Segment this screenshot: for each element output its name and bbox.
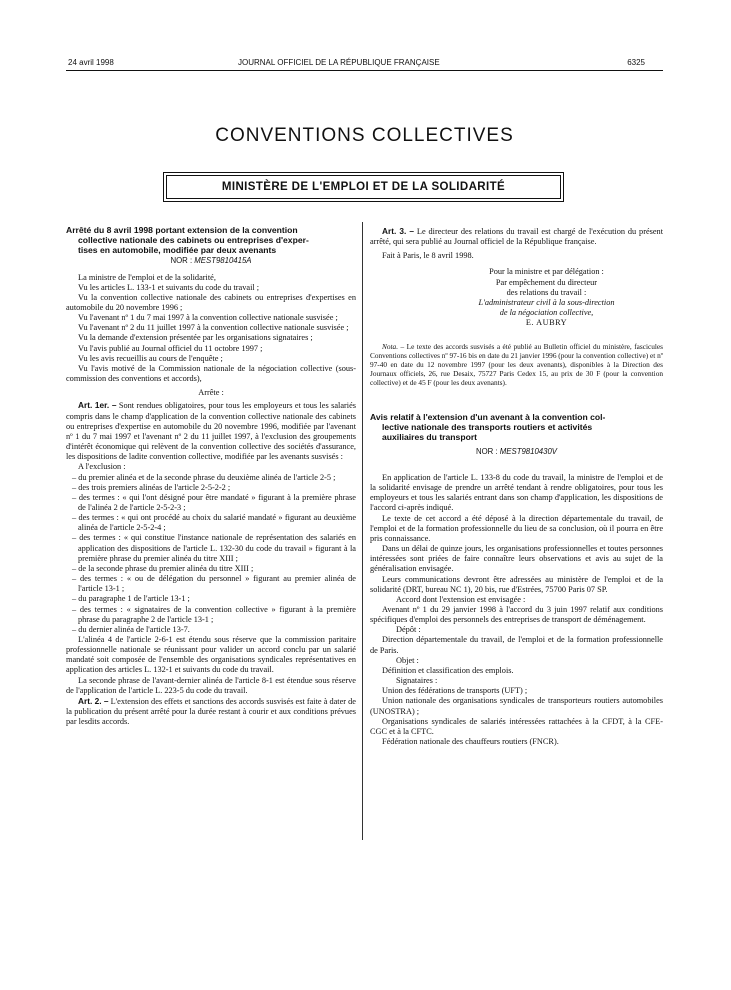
depot-label: Dépôt :: [396, 625, 421, 635]
visa-item: Vu la demande d'extension présentée par les organisations signataires ;: [78, 333, 313, 343]
column-divider: [362, 222, 363, 840]
header-rule: [66, 70, 663, 71]
objet-label: Objet :: [396, 655, 419, 665]
exclusion-item: – des termes : « qui ont procédé au choix du salarié mandaté » figurant au deuxième alinéa de l'article 2-5-2-4 ;: [72, 513, 356, 533]
avis-paragraph: Dans un délai de quinze jours, les organisations professionnelles et toutes personnes intéressées sont priées de faire connaître leurs observations et avis au sujet de la généralisation envisagée.: [370, 544, 663, 574]
visa-item: Vu l'avis publié au Journal officiel du 11 octobre 1997 ;: [78, 343, 263, 353]
nota-text: Le texte des accords susvisés a été publié au Bulletin officiel du ministère, fascicules Conventions collectives nº 97-16 bis en date du 21 janvier 1996 (pour la convention collective) et nº 97-40 en date du 12 novembre 1997 (pour les deux avenants), disponibles à la Direction des Journaux officiels, 26, rue Desaix, 75727 Paris Cedex 15, au prix de 30 F (pour la convention collective) et de 45 F (pour les deux avenants).: [370, 342, 663, 388]
exclusion-item: – du premier alinéa et de la seconde phrase du deuxième alinéa de l'article 2-5 ;: [72, 472, 336, 482]
exclusion-item: – des trois premiers alinéas de l'article 2-5-2-2 ;: [72, 482, 231, 492]
reserve-paragraph: L'alinéa 4 de l'article 2-6-1 est étendu sous réserve que la commission paritaire professionnelle nationale se réunissant pour valider un accord conclu par un salarié mandaté soit composée de l'ensemble des organisations syndicales représentatives en application des articles L. 132-1 et suivants du code du travail.: [66, 635, 356, 675]
exclusion-item: – des termes : « ou de délégation du personnel » figurant au premier alinéa de l'article 13-1 ;: [72, 574, 356, 594]
objet-text: Définition et classification des emplois.: [382, 665, 514, 675]
avis-paragraph: En application de l'article L. 133-8 du code du travail, la ministre de l'emploi et de la solidarité envisage de prendre un arrêté tendant à rendre obligatoires, pour tous les employeurs et tous les salariés entrant dans son champ d'application, les dispositions de l'accord ci-après indiqué.: [370, 472, 663, 513]
nor-label: NOR :: [475, 446, 500, 456]
reserve-paragraph: La seconde phrase de l'avant-dernier alinéa de l'article 8-1 est étendue sous réserve de l'application de l'article L. 223-5 du code du travail.: [66, 675, 356, 695]
fait-a-paris: Fait à Paris, le 8 avril 1998.: [382, 251, 474, 261]
article-2-text: L'extension des effets et sanctions des accords susvisés est faite à dater de la publication du présent arrêté pour la durée restant à courir et aux conditions prévues par lesdits accords.: [66, 696, 356, 727]
left-column: [66, 226, 356, 727]
article-2: [66, 696, 356, 727]
avis-title-line: lective nationale des transports routiers et activités: [382, 422, 593, 433]
exclusion-item: – de la seconde phrase du premier alinéa du titre XIII ;: [72, 563, 254, 573]
header-page-number: 6325: [627, 58, 645, 67]
nor-label: NOR :: [170, 256, 195, 266]
avis-nor: [370, 447, 663, 457]
arrete-title-line: tises en automobile, modifiée par deux avenants: [78, 244, 277, 255]
signature-line: Pour la ministre et par délégation :: [489, 267, 604, 277]
nota-label: Nota. –: [382, 342, 405, 352]
accord-text: Avenant nº 1 du 29 janvier 1998 à l'accord du 3 juin 1997 relatif aux conditions spécifiques d'emploi des personnels des entreprises de transport de déménagement.: [370, 604, 663, 625]
signature-block: [370, 267, 663, 328]
article-3: [370, 226, 663, 247]
visa-item: Vu la convention collective nationale des cabinets ou entreprises d'expertises en automobile du 20 novembre 1996 ;: [66, 292, 356, 313]
signature-line: des relations du travail :: [506, 287, 587, 297]
exclusion-item: – du paragraphe 1 de l'article 13-1 ;: [72, 594, 190, 604]
avis-paragraph: Leurs communications devront être adressées au ministère de l'emploi et de la solidarité (DRT, bureau NC 1), 20 bis, rue d'Estrées, 75700 Paris 07 SP.: [370, 574, 663, 594]
avis-paragraph: Le texte de cet accord a été déposé à la direction départementale du travail, de l'emploi et de la formation professionnelle du lieu de sa conclusion, où il pourra en être pris connaissance.: [370, 513, 663, 543]
article-1: [66, 400, 356, 462]
arrete-title: [66, 226, 356, 255]
signataire-item: Union nationale des organisations syndicales de transporteurs routiers automobiles (UNOSTRA) ;: [370, 696, 663, 716]
ministry-box: [163, 172, 564, 202]
header-date: 24 avril 1998: [68, 58, 114, 67]
arrete-word: Arrête :: [198, 388, 224, 398]
exclusion-item: – des termes : « signataires de la convention collective » figurant à la première phrase du paragraphe 2 de l'article 13-1 ;: [72, 604, 356, 624]
signature-line: L'administrateur civil à la sous-direction: [478, 297, 615, 307]
intro-text: La ministre de l'emploi et de la solidarité,: [78, 272, 216, 282]
visa-item: Vu l'avenant nº 1 du 7 mai 1997 à la convention collective nationale susvisée ;: [78, 313, 338, 323]
visa-item: Vu les avis recueillis au cours de l'enquête ;: [78, 353, 223, 363]
arrete-title-line: collective nationale des cabinets ou entreprises d'exper-: [78, 234, 309, 245]
signature-line: Par empêchement du directeur: [495, 277, 598, 287]
article-1-label: Art. 1er. –: [78, 400, 117, 411]
visa-item: Vu l'avenant nº 2 du 11 juillet 1997 à la convention collective nationale susvisée ;: [78, 323, 349, 333]
signataire-item: Union des fédérations de transports (UFT) ;: [382, 686, 528, 696]
arrete-nor: [66, 256, 356, 266]
header-journal-title: JOURNAL OFFICIEL DE LA RÉPUBLIQUE FRANÇAISE: [238, 58, 440, 67]
article-1-text: Sont rendues obligatoires, pour tous les employeurs et tous les salariés compris dans le champ d'application de la convention collective nationale des cabinets ou entreprises d'expertise en automobile du 20 novembre 1996, modifiée par l'avenant nº 1 du 7 mai 1997 et l'avenant nº 2 du 11 juillet 1997, à l'exclusion des groupements d'intérêt économique qui relèvent de la convention collective des sociétés d'assurance, les dispositions de ladite convention collective, modifiée par les avenants susvisés :: [66, 401, 356, 462]
visa-item: Vu les articles L. 133-1 et suivants du code du travail ;: [78, 282, 260, 292]
signataire-item: Organisations syndicales de salariés intéressées rattachées à la CFDT, à la CFE-CGC et à la CFTC.: [370, 716, 663, 736]
visa-item: Vu l'avis motivé de la Commission nationale de la négociation collective (sous-commission des conventions et accords),: [66, 363, 356, 384]
avis-title-line: auxiliaires du transport: [382, 432, 478, 442]
nor-code: MEST9810430V: [499, 446, 558, 456]
exclusion-item: – du dernier alinéa de l'article 13-7.: [72, 624, 190, 634]
signataires-label: Signataires :: [396, 676, 438, 686]
ministry-name: MINISTÈRE DE L'EMPLOI ET DE LA SOLIDARITÉ: [166, 175, 561, 199]
article-2-label: Art. 2. –: [78, 695, 109, 706]
article-3-label: Art. 3. –: [382, 226, 415, 236]
nor-code: MEST9810415A: [194, 256, 252, 266]
avis-title-line: Avis relatif à l'extension d'un avenant à la convention col-: [370, 412, 606, 423]
section-title: CONVENTIONS COLLECTIVES: [215, 125, 514, 146]
exclusion-item: – des termes : « qui l'ont désigné pour être mandaté » figurant à la première phrase de l'alinéa 2 de l'article 2-5-2-3 ;: [72, 492, 356, 512]
article-3-text: Le directeur des relations du travail est chargé de l'exécution du présent arrêté, qui sera publié au Journal officiel de la République française.: [370, 227, 664, 247]
depot-text: Direction départementale du travail, de l'emploi et de la formation professionnelle de Paris.: [370, 635, 663, 655]
avis-title: [370, 413, 663, 442]
exclusion-intro: A l'exclusion :: [78, 462, 126, 472]
arrete-title-line: Arrêté du 8 avril 1998 portant extension de la convention: [66, 225, 298, 235]
right-column: [370, 226, 663, 747]
signataire-item: Fédération nationale des chauffeurs routiers (FNCR).: [382, 737, 559, 747]
signatory-name: E. AUBRY: [525, 318, 568, 328]
accord-label: Accord dont l'extension est envisagée :: [396, 594, 526, 604]
exclusion-item: – des termes : « qui constitue l'instance nationale de représentation des salariés en application des dispositions de l'article L. 132-30 du code du travail » figurant à la première phrase du premier alinéa du titre XIII ;: [72, 533, 356, 563]
nota-paragraph: [370, 342, 663, 387]
signature-line: de la négociation collective,: [499, 308, 594, 318]
